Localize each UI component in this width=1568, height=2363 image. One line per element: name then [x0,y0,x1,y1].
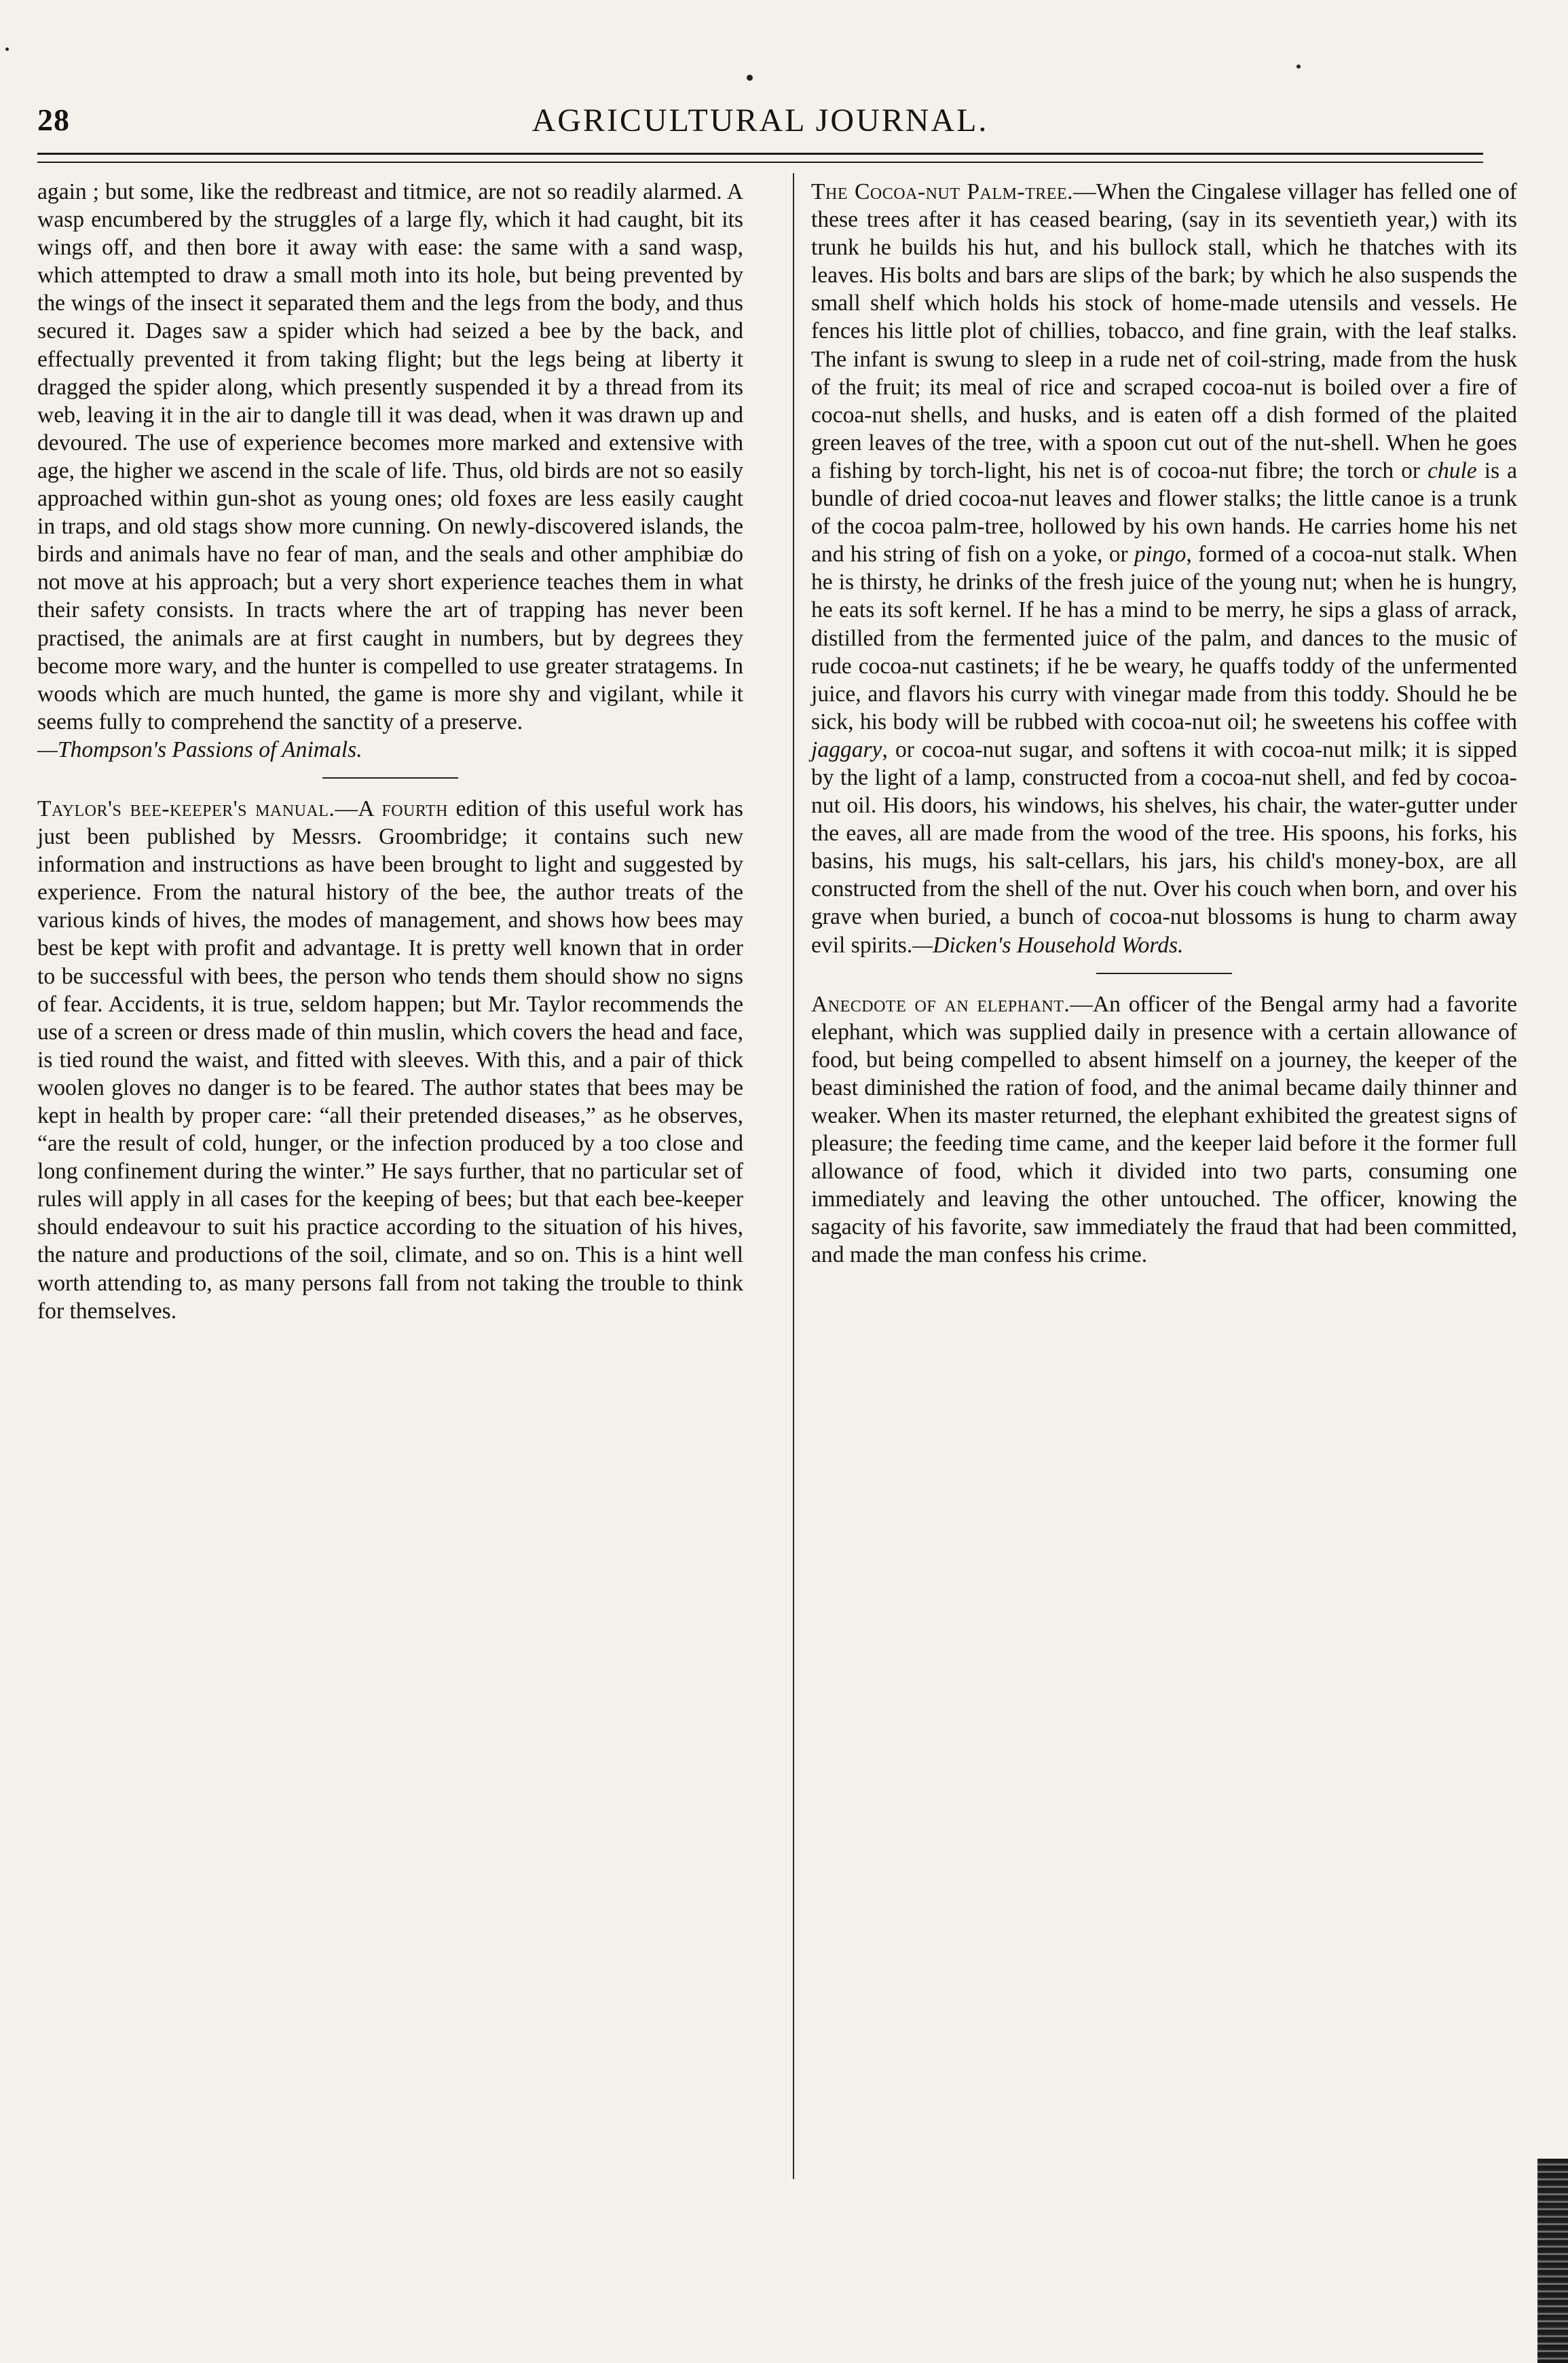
scan-edge-artifact [1537,2159,1568,2363]
italic-term-chule: chule [1427,458,1477,483]
article-text-part: is a bundle of dried cocoa-nut leaves and flower stalks; the little canoe is a trunk of the cocoa palm-tree, hollowed by his own hands. He carries home his net and his string of fish on a yoke, or [811,458,1518,568]
article-separator [322,777,458,779]
cocoa-nut-palm-article [811,178,1517,959]
right-column [811,178,1517,1269]
page-number: 28 [37,103,70,137]
bee-keeper-manual-article [37,795,743,1325]
running-title: AGRICULTURAL JOURNAL. [531,103,989,138]
article-lead: —A fourth [335,796,448,821]
article-heading: Anecdote of an elephant. [811,991,1070,1017]
page-header [37,102,1483,156]
article-separator [1096,973,1232,974]
article-body [37,795,743,1325]
header-double-rule [37,153,1483,163]
print-speck [5,48,9,51]
print-speck [1296,64,1301,69]
article-heading: Taylor's bee-keeper's manual. [37,796,335,821]
article-text: again ; but some, like the redbreast and titmice, are not so readily alarmed. A wasp encumbered by the struggles of a large fly, which it had caught, bit its wings off, and then bore it away with ease: the same with a sand wasp, which attempted to draw a small moth into its hole, but being prevented by the wings of the insect it separated them and the legs from the body, and thus secured it. Dages saw a spider which had seized a bee by the back, and effectually prevented it from taking flight; but the legs being at liberty it dragged the spider along, which presently suspended it by a thread from its web, leaving it in the air to dangle till it was dead, when it was drawn up and devoured. The use of experience becomes more marked and extensive with age, the higher we ascend in the scale of life. Thus, old birds are not so easily approached within gun-shot as young ones; old foxes are less easily caught in traps, and old stags show more cunning. On newly-discovered islands, the birds and animals have no fear of man, and the seals and other amphibiæ do not move at his approach; but a very short experience teaches them in what their safety consists. In tracts where the art of trapping has never been practised, the animals are at first caught in numbers, but by degrees they become more wary, and the hunter is compelled to use greater stratagems. In woods which are much hunted, the game is more shy and vigilant, while it seems fully to comprehend the sanctity of a preserve. [37,179,743,734]
article-text: —An officer of the Bengal army had a favorite elephant, which was supplied daily in presence with a certain allowance of food, but being compelled to absent himself on a journey, the keeper of the beast diminished the ration of food, and the animal became daily thinner and weaker. When its master returned, the elephant exhibited the greatest signs of pleasure; the feeding time came, and the keeper laid before it the former full allowance of food, which it divided into two parts, consuming one immediately and leaving the other untouched. The officer, knowing the sagacity of his favorite, saw immediately the fraud that had been committed, and made the man confess his crime. [811,991,1518,1268]
article-text-part: —When the Cingalese villager has felled one of these trees after it has ceased bearing, (say in its seventieth year,) with its trunk he builds his hut, and his bullock stall, which he thatches with its leaves. His bolts and bars are slips of the bark; by which he also suspends the small shelf which holds his stock of home-made utensils and vessels. He fences his little plot of chillies, tobacco, and fine grain, with the leaf stalks. The infant is swung to sleep in a rude net of coil-string, made from the husk of the fruit; its meal of rice and scraped cocoa-nut is boiled over a fire of cocoa-nut shells, and husks, and is eaten off a dish formed of the plaited green leaves of the tree, with a spoon cut out of the nut-shell. When he goes a fishing by torch-light, his net is of cocoa-nut fibre; the torch or [811,179,1517,483]
article-body [37,178,743,764]
animal-experience-article [37,178,743,764]
article-citation: —Dicken's Household Words. [912,932,1184,958]
article-body [811,990,1517,1269]
italic-term-jaggary: jaggary [811,737,882,762]
article-text-part: , formed of a cocoa-nut stalk. When he is thirsty, he drinks of the fresh juice of the young nut; when he is hungry, he eats its soft kernel. If he has a mind to be merry, he sips a glass of arrack, distilled from the fermented juice of the palm, and dances to the music of rude cocoa-nut castinets; if he be weary, he quaffs toddy of the unfermented juice, and flavors his curry with vinegar made from this toddy. Should he be sick, his body will be rubbed with cocoa-nut oil; he sweetens his coffee with [811,542,1517,734]
elephant-anecdote-article [811,990,1517,1269]
article-text: edition of this useful work has just been published by Messrs. Groombridge; it contains such new information and instructions as have been brought to light and suggested by experience. From the natural history of the bee, the author treats of the various kinds of hives, the modes of management, and shows how bees may best be kept with profit and advantage. It is pretty well known that in order to be successful with bees, the person who tends them should show no signs of fear. Accidents, it is true, seldom happen; but Mr. Taylor recommends the use of a screen or dress made of thin muslin, which covers the head and face, is tied round the waist, and fitted with sleeves. With this, and a pair of thick woolen gloves no danger is to be feared. The author states that bees may be kept in health by proper care: “all their pretended diseases,” as he observes, “are the result of cold, hunger, or the infection produced by a too close and long confinement during the winter.” He says further, that no particular set of rules will apply in all cases for the keeping of bees; but that each bee-keeper should endeavour to suit his practice according to the situation of his hives, the nature and productions of the soil, climate, and so on. This is a hint well worth attending to, as many persons fall from not taking the trouble to think for themselves. [37,796,743,1324]
print-speck [747,75,753,81]
article-text-part: , or cocoa-nut sugar, and softens it with cocoa-nut milk; it is sipped by the light of a lamp, constructed from a cocoa-nut shell, and fed by cocoa-nut oil. His doors, his windows, his shelves, his chair, the water-gutter under the eaves, all are made from the wood of the tree. His spoons, his forks, his basins, his mugs, his salt-cellars, his jars, his child's money-box, are all constructed from the shell of the nut. Over his couch when born, and over his grave when buried, a bunch of cocoa-nut blossoms is hung to charm away evil spirits. [811,737,1517,958]
article-heading: The Cocoa-nut Palm-tree. [811,179,1074,204]
column-divider [793,173,794,2179]
article-citation: —Thompson's Passions of Animals. [37,737,362,762]
article-body [811,178,1517,959]
left-column [37,178,743,1325]
italic-term-pingo: pingo [1134,542,1187,568]
